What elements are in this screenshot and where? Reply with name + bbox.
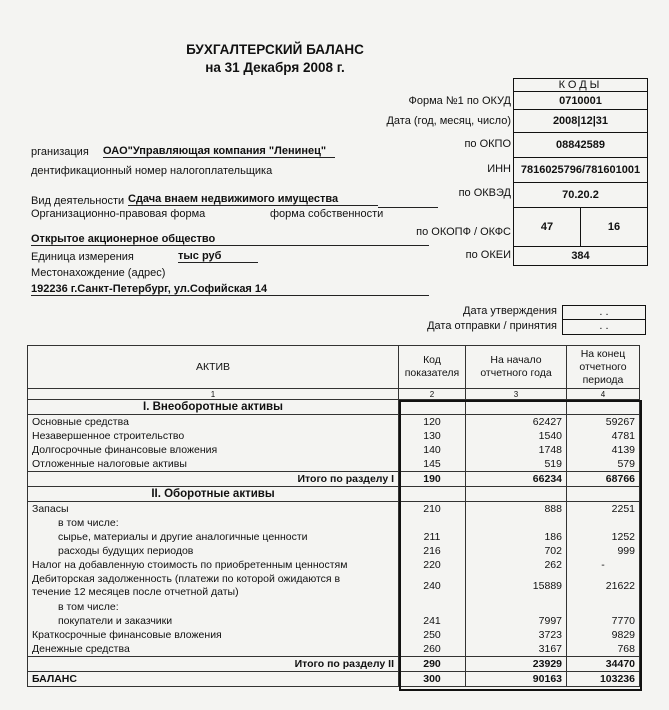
row-end: 4781	[567, 429, 640, 443]
colnum-3: 3	[466, 389, 567, 400]
org-label: рганизация	[31, 146, 89, 158]
approval-label: Дата утверждения	[463, 305, 557, 317]
total-end: 34470	[567, 657, 640, 672]
row-name: Денежные средства	[28, 642, 399, 657]
okei-label: по ОКЕИ	[465, 249, 511, 261]
table-row	[28, 502, 640, 517]
table-row	[28, 457, 640, 472]
row-end: -	[567, 558, 640, 572]
okpo-value: 08842589	[514, 133, 648, 158]
row-end: 768	[567, 642, 640, 657]
row-code: 260	[399, 642, 466, 657]
row-name: Налог на добавленную стоимость по приобретенным ценностям	[28, 558, 399, 572]
report-date-label: Дата (год, месяц, число)	[386, 115, 511, 127]
header-code: Код показателя	[399, 346, 466, 389]
activity-label: Вид деятельности	[31, 195, 125, 207]
balance-start: 90163	[466, 672, 567, 687]
approval-box	[562, 305, 646, 335]
row-name: Краткосрочные финансовые вложения	[28, 628, 399, 642]
row-start: 519	[466, 457, 567, 472]
row-code: 145	[399, 457, 466, 472]
org-value: ОАО"Управляющая компания "Ленинец"	[103, 145, 335, 158]
row-start: 702	[466, 544, 567, 558]
table-row	[28, 544, 640, 558]
sending-label: Дата отправки / принятия	[427, 320, 557, 332]
row-name: покупатели и заказчики	[28, 614, 399, 628]
inn-label: ИНН	[487, 163, 511, 175]
okud-value: 0710001	[514, 92, 648, 110]
row-name: Запасы	[28, 502, 399, 517]
section-title: II. Оборотные активы	[28, 487, 399, 502]
row-start: 262	[466, 558, 567, 572]
sending-value: . .	[599, 320, 609, 332]
total-code: 290	[399, 657, 466, 672]
colnum-1: 1	[28, 389, 399, 400]
table-row	[28, 516, 640, 530]
row-start: 186	[466, 530, 567, 544]
balance-name: БАЛАНС	[28, 672, 399, 687]
table-row	[28, 642, 640, 657]
row-start: 1748	[466, 443, 567, 457]
activity-underline	[378, 207, 438, 208]
okved-value: 70.20.2	[514, 183, 648, 208]
total-code: 190	[399, 472, 466, 487]
total-start: 23929	[466, 657, 567, 672]
document-title: БУХГАЛТЕРСКИЙ БАЛАНС	[186, 42, 364, 57]
section-title: I. Внеоборотные активы	[28, 400, 399, 415]
address-label: Местонахождение (адрес)	[31, 267, 166, 279]
header-end: На конец отчетного периода	[567, 346, 640, 389]
row-code: 240	[399, 572, 466, 600]
total-end: 68766	[567, 472, 640, 487]
total-name: Итого по разделу II	[28, 657, 399, 672]
row-name: Дебиторская задолженность (платежи по которой ожидаются в течение 12 месяцев после отчетной даты)	[28, 572, 399, 600]
row-code: 211	[399, 530, 466, 544]
row-end: 9829	[567, 628, 640, 642]
ownership-label: форма собственности	[270, 208, 384, 220]
total-start: 66234	[466, 472, 567, 487]
table-row	[28, 429, 640, 443]
row-end: 4139	[567, 443, 640, 457]
taxid-label: дентификационный номер налогоплательщика	[31, 165, 273, 177]
row-end: 999	[567, 544, 640, 558]
table-row	[28, 558, 640, 572]
total-name: Итого по разделу I	[28, 472, 399, 487]
row-end: 21622	[567, 572, 640, 600]
row-name: Незавершенное строительство	[28, 429, 399, 443]
address-value: 192236 г.Санкт-Петербург, ул.Софийская 14	[31, 283, 429, 296]
okei-value: 384	[514, 247, 648, 266]
okfs-value: 16	[581, 208, 648, 247]
activity-value: Сдача внаем недвижимого имущества	[128, 193, 378, 206]
codes-title: КОДЫ	[514, 79, 648, 92]
table-row	[28, 572, 640, 600]
balance-code: 300	[399, 672, 466, 687]
row-start: 62427	[466, 415, 567, 430]
row-end: 1252	[567, 530, 640, 544]
unit-label: Единица измерения	[31, 251, 134, 263]
row-start: 3723	[466, 628, 567, 642]
legal-form-value: Открытое акционерное общество	[31, 233, 429, 246]
row-name: сырье, материалы и другие аналогичные ценности	[28, 530, 399, 544]
okpo-label: по ОКПО	[464, 138, 511, 150]
row-name: Основные средства	[28, 415, 399, 430]
row-name: расходы будущих периодов	[28, 544, 399, 558]
row-end: 7770	[567, 614, 640, 628]
balance-end: 103236	[567, 672, 640, 687]
row-start: 7997	[466, 614, 567, 628]
okud-label: Форма №1 по ОКУД	[408, 95, 511, 107]
row-code: 220	[399, 558, 466, 572]
row-end: 59267	[567, 415, 640, 430]
balance-table	[27, 345, 640, 687]
table-row	[28, 530, 640, 544]
row-start: 3167	[466, 642, 567, 657]
header-asset: АКТИВ	[28, 346, 399, 389]
row-start: 888	[466, 502, 567, 517]
row-code: 216	[399, 544, 466, 558]
total-row	[28, 472, 640, 487]
report-date-value: 2008|12|31	[514, 110, 648, 133]
row-code: 210	[399, 502, 466, 517]
legal-form-label: Организационно-правовая форма	[31, 208, 206, 220]
colnum-2: 2	[399, 389, 466, 400]
colnum-4: 4	[567, 389, 640, 400]
table-row	[28, 443, 640, 457]
total-row	[28, 657, 640, 672]
table-row	[28, 415, 640, 430]
okopf-value: 47	[514, 208, 581, 247]
row-name: Долгосрочные финансовые вложения	[28, 443, 399, 457]
balance-row	[28, 672, 640, 687]
okved-label: по ОКВЭД	[458, 187, 511, 199]
table-row	[28, 628, 640, 642]
row-start: 1540	[466, 429, 567, 443]
approval-value: . .	[563, 306, 645, 320]
row-name: в том числе:	[28, 516, 399, 530]
row-code: 120	[399, 415, 466, 430]
unit-value: тыс руб	[178, 250, 258, 263]
header-start: На начало отчетного года	[466, 346, 567, 389]
row-code: 241	[399, 614, 466, 628]
table-row	[28, 614, 640, 628]
row-end: 579	[567, 457, 640, 472]
row-code: 130	[399, 429, 466, 443]
document-date: на 31 Декабря 2008 г.	[205, 60, 345, 75]
row-name: Отложенные налоговые активы	[28, 457, 399, 472]
row-code: 250	[399, 628, 466, 642]
okopf-label: по ОКОПФ / ОКФС	[416, 226, 511, 238]
codes-table	[513, 78, 648, 266]
row-code: 140	[399, 443, 466, 457]
row-start: 15889	[466, 572, 567, 600]
inn-value: 7816025796/781601001	[514, 158, 648, 183]
row-name: в том числе:	[28, 600, 399, 614]
table-row	[28, 600, 640, 614]
row-end: 2251	[567, 502, 640, 517]
